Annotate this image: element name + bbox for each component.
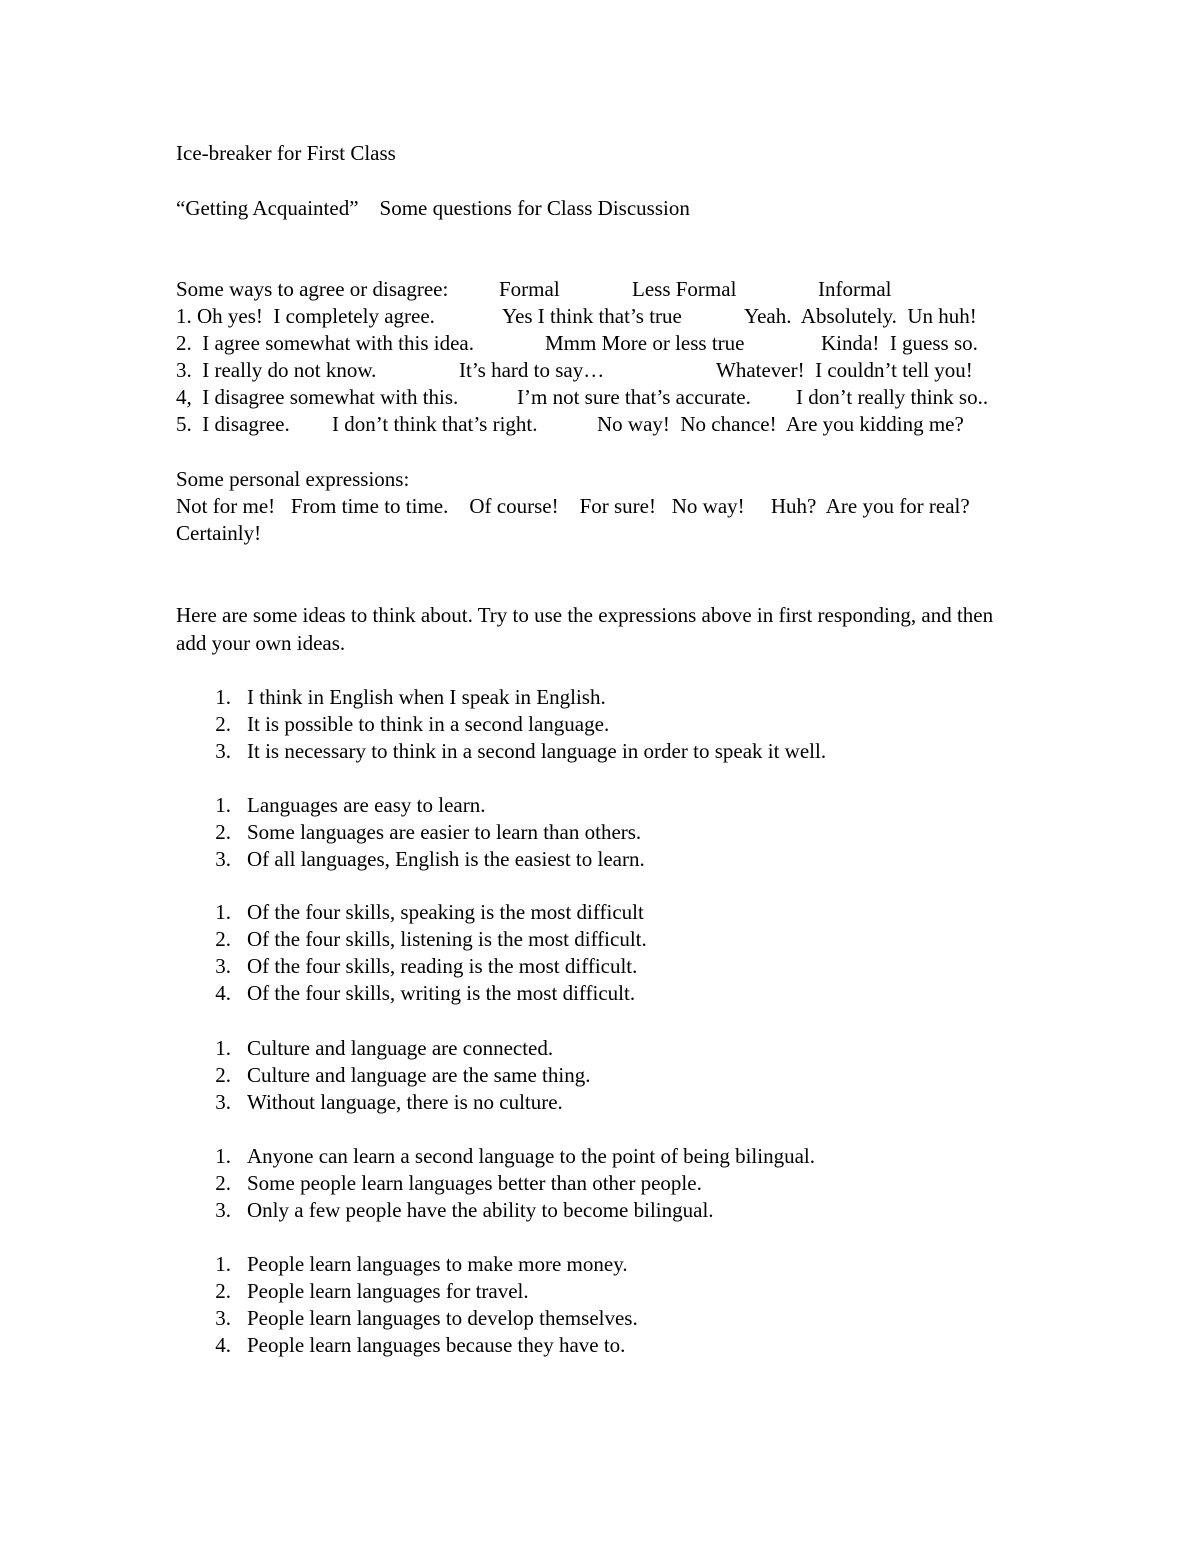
agree-row [176,330,1036,357]
agree-less-formal-text: I’m not sure that’s accurate. [517,385,751,409]
personal-heading: Some personal expressions: [176,467,410,491]
agree-row [176,303,1036,330]
statement-group-culture [176,1035,1036,1116]
list-text: Of the four skills, writing is the most difficult. [247,981,636,1005]
agree-less-formal-text: I don’t think that’s right. [332,412,538,436]
agree-row [176,384,1036,411]
list-text: Only a few people have the ability to become bilingual. [247,1198,714,1222]
list-text: Of all languages, English is the easiest to learn. [247,847,645,871]
agree-informal-text: Kinda! I guess so. [821,331,978,355]
agree-formal-text: 2. I agree somewhat with this idea. [176,331,474,355]
agree-less-formal-text: Mmm More or less true [545,331,745,355]
list-text: It is necessary to think in a second language in order to speak it well. [247,739,827,763]
statement-group-learning-ease [176,792,1036,873]
list-number: 2. [215,927,231,951]
agree-formal-text: 5. I disagree. [176,412,290,436]
list-item [176,1089,1036,1116]
list-text: Of the four skills, speaking is the most difficult [247,900,644,924]
list-item [176,1197,1036,1224]
list-item [176,846,1036,873]
list-text: Culture and language are the same thing. [247,1063,591,1087]
list-text: I think in English when I speak in English. [247,685,606,709]
list-item [176,684,1036,711]
agree-formal-text: 1. Oh yes! I completely agree. [176,304,435,328]
agree-row [176,411,1036,438]
list-number: 3. [215,847,231,871]
list-text: Of the four skills, listening is the most difficult. [247,927,647,951]
list-text: People learn languages to make more money. [247,1252,628,1276]
list-number: 2. [215,1063,231,1087]
list-number: 3. [215,1306,231,1330]
list-number: 4. [215,1333,231,1357]
list-text: People learn languages for travel. [247,1279,529,1303]
column-less-formal-heading: Less Formal [632,277,737,301]
list-number: 3. [215,1198,231,1222]
list-number: 2. [215,712,231,736]
statement-group-motivation [176,1251,1036,1359]
list-item [176,711,1036,738]
statement-group-skills [176,899,1036,1007]
list-number: 4. [215,981,231,1005]
list-item [176,1332,1036,1359]
list-number: 3. [215,954,231,978]
list-number: 2. [215,1279,231,1303]
list-number: 3. [215,739,231,763]
agree-less-formal-text: Yes I think that’s true [502,304,682,328]
list-text: People learn languages because they have to. [247,1333,626,1357]
ideas-intro-paragraph: Here are some ideas to think about. Try to use the expressions above in first responding, and then add your own ideas. [176,603,994,655]
list-text: Some languages are easier to learn than others. [247,820,642,844]
agree-formal-text: 4, I disagree somewhat with this. [176,385,459,409]
statement-group-bilingual [176,1143,1036,1224]
list-number: 1. [215,1252,231,1276]
list-item [176,819,1036,846]
list-text: Without language, there is no culture. [247,1090,563,1114]
list-item [176,899,1036,926]
document-title: Ice-breaker for First Class [176,141,396,165]
list-text: People learn languages to develop themselves. [247,1306,638,1330]
list-text: Languages are easy to learn. [247,793,486,817]
list-number: 1. [215,685,231,709]
agree-header-label: Some ways to agree or disagree: [176,277,449,301]
list-text: It is possible to think in a second language. [247,712,610,736]
agree-informal-text: I don’t really think so.. [796,385,989,409]
list-item [176,1035,1036,1062]
list-item [176,1305,1036,1332]
list-item [176,738,1036,765]
personal-expressions-section [176,466,1036,547]
list-item [176,1143,1036,1170]
list-number: 1. [215,1144,231,1168]
list-number: 1. [215,793,231,817]
agree-less-formal-text: It’s hard to say… [459,358,605,382]
list-number: 1. [215,1036,231,1060]
list-number: 1. [215,900,231,924]
agree-disagree-section [176,276,1036,438]
list-item [176,953,1036,980]
agree-row [176,357,1036,384]
list-item [176,1278,1036,1305]
list-text: Some people learn languages better than other people. [247,1171,702,1195]
list-text: Culture and language are connected. [247,1036,554,1060]
column-formal-heading: Formal [499,277,560,301]
statement-group-thinking [176,684,1036,765]
list-text: Of the four skills, reading is the most difficult. [247,954,638,978]
list-item [176,1251,1036,1278]
list-text: Anyone can learn a second language to the point of being bilingual. [247,1144,815,1168]
list-item [176,926,1036,953]
list-number: 2. [215,1171,231,1195]
agree-informal-text: Whatever! I couldn’t tell you! [716,358,973,382]
list-item [176,1170,1036,1197]
agree-informal-text: Yeah. Absolutely. Un huh! [744,304,977,328]
list-number: 3. [215,1090,231,1114]
agree-formal-text: 3. I really do not know. [176,358,377,382]
column-informal-heading: Informal [818,277,892,301]
agree-header-row [176,276,1036,303]
document-subtitle: “Getting Acquainted” Some questions for Class Discussion [176,196,690,220]
list-item [176,792,1036,819]
agree-informal-text: No way! No chance! Are you kidding me? [597,412,964,436]
list-item [176,1062,1036,1089]
personal-expressions-text: Not for me! From time to time. Of course! For sure! No way! Huh? Are you for real? Certainly! [176,494,986,545]
list-number: 2. [215,820,231,844]
list-item [176,980,1036,1007]
